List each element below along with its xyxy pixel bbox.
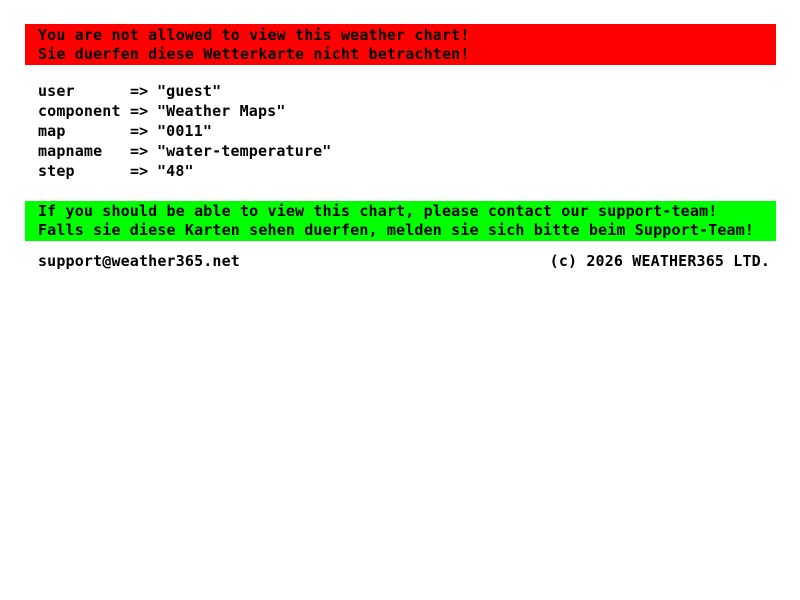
arrow: => [130,162,149,180]
param-value: "Weather Maps" [157,102,286,120]
info-line-german: Falls sie diese Karten sehen duerfen, melden sie sich bitte beim Support-Team! [38,221,755,239]
param-key: user [38,82,75,100]
info-banner [25,201,776,241]
param-row-component [38,101,331,121]
param-value: "water-temperature" [157,142,332,160]
error-line-german: Sie duerfen diese Wetterkarte nicht betrachten! [38,45,470,63]
arrow: => [130,122,149,140]
error-banner [25,24,776,65]
param-key: component [38,102,121,120]
arrow: => [130,102,149,120]
param-value: "48" [157,162,194,180]
param-key: step [38,162,75,180]
param-key: map [38,122,66,140]
arrow: => [130,142,149,160]
arrow: => [130,82,149,100]
param-key: mapname [38,142,103,160]
param-row-user [38,81,331,101]
copyright-notice: (c) 2026 WEATHER365 LTD. [549,252,770,270]
param-value: "0011" [157,122,213,140]
param-value: "guest" [157,82,222,100]
param-row-step [38,161,331,181]
support-email: support@weather365.net [38,252,240,270]
error-line-english: You are not allowed to view this weather chart! [38,26,470,44]
info-line-english: If you should be able to view this chart, please contact our support-team! [38,202,718,220]
footer [38,251,770,271]
param-row-mapname [38,141,331,161]
param-row-map [38,121,331,141]
request-details [38,81,331,181]
